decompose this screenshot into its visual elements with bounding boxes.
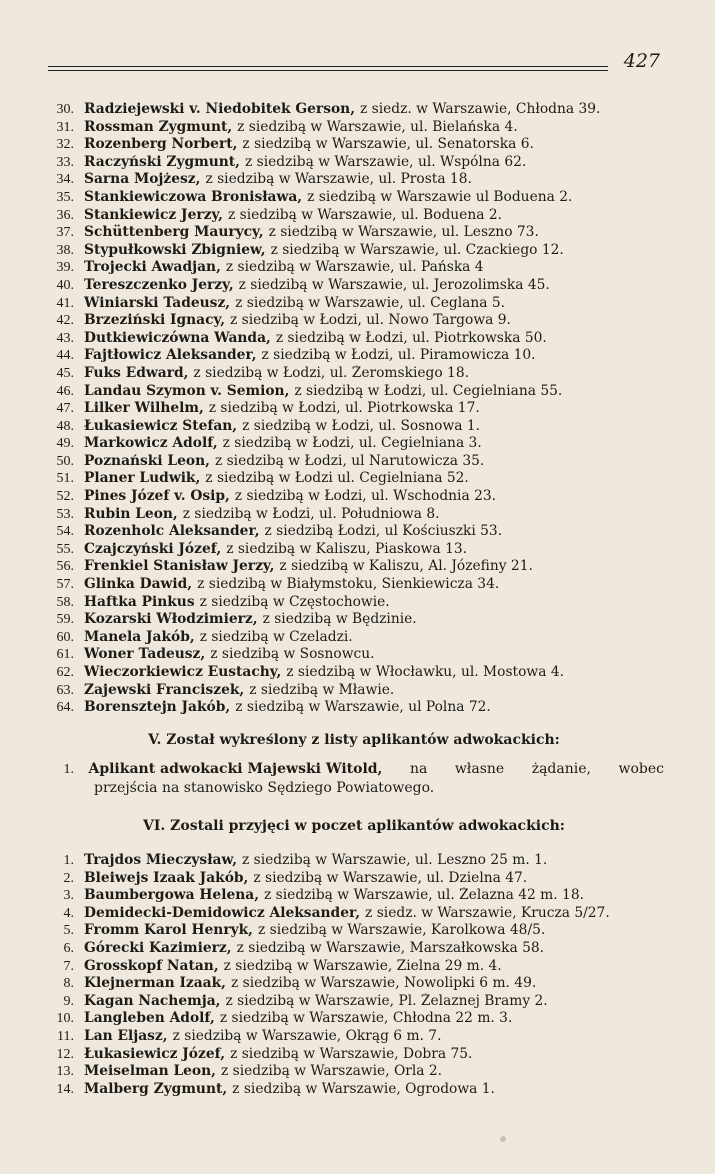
entry-number: 3.	[63, 888, 74, 904]
entry-number: 46.	[56, 383, 74, 399]
entry-number: 41.	[56, 295, 74, 311]
entry-name: Aplikant adwokacki Majewski Witold,	[88, 761, 383, 777]
entry-name: Rozenholc Aleksander,	[84, 523, 260, 540]
list-item	[44, 400, 664, 418]
entry-address: z siedzibą w Warszawie ul Boduena 2.	[307, 188, 573, 205]
entry-address: z siedzibą w Warszawie, ul. Ceglana 5.	[235, 294, 506, 311]
entry-name: Zajewski Franciszek,	[84, 681, 245, 698]
entry-name: Woner Tadeusz,	[84, 646, 206, 663]
entry-number: 9.	[63, 993, 74, 1009]
entry-number: 48.	[56, 418, 74, 434]
entry-name: Fajtłowicz Aleksander,	[84, 347, 257, 364]
entry-number: 53.	[56, 506, 74, 522]
list-item	[44, 171, 664, 189]
entry-name: Pines Józef v. Osip,	[84, 488, 230, 505]
entry-number: 32.	[56, 137, 74, 153]
entry-address: z siedzibą w Łodzi, ul. Piramowicza 10.	[261, 347, 536, 364]
entry-number: 63.	[56, 682, 74, 698]
list-item	[44, 852, 664, 870]
entry-address: z siedzibą w Białymstoku, Sienkiewicza 34.	[197, 576, 500, 593]
entry-name: Malberg Zygmunt,	[84, 1080, 228, 1097]
entry-name: Glinka Dawid,	[84, 576, 193, 593]
lawyer-list	[44, 101, 664, 717]
entry-number: 56.	[56, 559, 74, 575]
entry-name: Grosskopf Natan,	[84, 957, 219, 974]
paper-speck	[500, 1136, 506, 1142]
entry-number: 4.	[63, 905, 74, 921]
entry-address: z siedzibą Łodzi, ul Kościuszki 53.	[264, 523, 503, 540]
list-item	[44, 435, 664, 453]
list-item	[44, 242, 664, 260]
entry-number: 59.	[56, 612, 74, 628]
list-item	[44, 682, 664, 700]
list-item	[44, 347, 664, 365]
entry-number: 52.	[56, 489, 74, 505]
entry-name: Stypułkowski Zbigniew,	[84, 241, 266, 258]
list-item	[44, 259, 664, 277]
list-item	[44, 541, 664, 559]
list-item	[44, 1028, 664, 1046]
entry-name: Brzeziński Ignacy,	[84, 312, 225, 329]
list-item	[44, 558, 664, 576]
entry-name: Kagan Nachemja,	[84, 992, 221, 1009]
entry-number: 2.	[63, 870, 74, 886]
entry-number: 38.	[56, 242, 74, 258]
entry-name: Radziejewski v. Niedobitek Gerson,	[84, 101, 355, 117]
entry-name: Langleben Adolf,	[84, 1010, 215, 1027]
entry-address: z siedzibą w Warszawie, Pl. Żelaznej Bramy 2.	[225, 992, 548, 1009]
entry-address: z siedzibą w Łodzi, ul. Cegielniana 55.	[294, 382, 563, 399]
entry-address: z siedzibą w Łodzi ul. Cegielniana 52.	[205, 470, 469, 487]
entry-address: z siedzibą w Włocławku, ul. Mostowa 4.	[286, 664, 564, 680]
list-item	[44, 224, 664, 242]
entry-number: 1.	[63, 853, 74, 868]
entry-number: 51.	[56, 471, 74, 487]
entry-name: Markowicz Adolf,	[84, 435, 218, 452]
entry-number: 58.	[56, 594, 74, 610]
entry-number: 30.	[56, 102, 74, 117]
list-item	[44, 101, 664, 119]
list-item	[44, 940, 664, 958]
word: wobec	[618, 761, 664, 777]
entry-number: 35.	[56, 189, 74, 205]
entry-address: z siedzibą w Warszawie, ul. Dzielna 47.	[253, 869, 528, 886]
entry-address: z siedzibą w Łodzi, ul. Piotrkowska 17.	[208, 400, 480, 417]
entry-name: Klejnerman Izaak,	[84, 975, 226, 992]
list-item	[44, 418, 664, 436]
entry-address: z siedzibą w Łodzi, ul. Cegielniana 3.	[222, 435, 482, 452]
entry-name: Meiselman Leon,	[84, 1063, 216, 1080]
list-item	[44, 993, 664, 1011]
list-item	[44, 453, 664, 471]
list-item	[44, 312, 664, 330]
entry-address: z siedzibą w Kaliszu, Piaskowa 13.	[226, 540, 468, 557]
entry-address: z siedzibą w Warszawie, Dobra 75.	[230, 1045, 473, 1062]
entry-number: 44.	[56, 348, 74, 364]
entry-address: z siedzibą w Łodzi, ul Narutowicza 35.	[214, 452, 485, 469]
word: żądanie,	[531, 761, 591, 777]
section-v-entry	[44, 760, 664, 798]
entry-number: 55.	[56, 541, 74, 557]
entry-address: z siedzibą w Warszawie, ul. Leszno 25 m. 1.	[242, 852, 548, 868]
entry-name: Stankiewiczowa Bronisława,	[84, 188, 303, 205]
entry-address: z siedz. w Warszawie, Krucza 5/27.	[365, 904, 610, 921]
list-item	[44, 1063, 664, 1081]
entry-address: z siedzibą w Warszawie, Marszałkowska 58.	[236, 939, 545, 956]
entry-name: Tereszczenko Jerzy,	[84, 276, 234, 293]
list-item	[44, 905, 664, 923]
list-item	[44, 470, 664, 488]
entry-address: z siedzibą w Łodzi, ul. Nowo Targowa 9.	[230, 312, 511, 329]
entry-name: Czajczyński Józef,	[84, 540, 222, 557]
entry-name: Lilker Wilhelm,	[84, 400, 204, 417]
entry-address: z siedzibą w Warszawie, Chłodna 22 m. 3.	[219, 1010, 513, 1027]
entry-name: Planer Ludwik,	[84, 470, 201, 487]
entry-address: z siedzibą w Warszawie, ul. Pańska 4	[225, 259, 484, 276]
entry-address: z siedzibą w Warszawie, ul. Czackiego 12.	[270, 241, 564, 258]
entry-number: 39.	[56, 260, 74, 276]
section-v-line-2: przejścia na stanowisko Sędziego Powiatowego.	[94, 780, 435, 796]
entry-number: 13.	[56, 1064, 74, 1080]
entry-name: Haftka Pinkus	[84, 593, 195, 610]
entry-number: 50.	[56, 453, 74, 469]
list-item	[44, 365, 664, 383]
list-item	[44, 594, 664, 612]
entry-number: 5.	[63, 923, 74, 939]
entry-number: 54.	[56, 524, 74, 540]
entry-name: Łukasiewicz Józef,	[84, 1045, 226, 1062]
entry-number: 57.	[56, 577, 74, 593]
entry-name: Landau Szymon v. Semion,	[84, 382, 290, 399]
list-item	[44, 1081, 664, 1099]
entry-address: z siedzibą w Warszawie, Zielna 29 m. 4.	[223, 957, 502, 974]
entry-address: z siedzibą w Warszawie, ul. Wspólna 62.	[244, 153, 527, 170]
entry-name: Trojecki Awadjan,	[84, 259, 221, 276]
entry-address: z siedzibą w Warszawie, ul Polna 72.	[235, 699, 491, 716]
entry-number: 11.	[57, 1028, 74, 1044]
entry-name: Bleiwejs Izaak Jakób,	[84, 869, 249, 886]
header-rule	[48, 66, 608, 67]
entry-address: z siedzibą w Warszawie, ul. Leszno 73.	[268, 224, 539, 241]
entry-name: Rossman Zygmunt,	[84, 118, 233, 135]
entry-address: z siedzibą w Kaliszu, Al. Józefiny 21.	[279, 558, 533, 575]
entry-address: z siedzibą w Warszawie, Okrąg 6 m. 7.	[172, 1027, 442, 1044]
entry-number: 33.	[56, 154, 74, 170]
word: własne	[454, 761, 505, 777]
list-item	[44, 295, 664, 313]
entry-address: z siedz. w Warszawie, Chłodna 39.	[360, 101, 601, 117]
entry-address: z siedzibą w Czeladzi.	[199, 628, 353, 645]
entry-number: 6.	[63, 940, 74, 956]
list-item	[44, 207, 664, 225]
entry-name: Rozenberg Norbert,	[84, 136, 238, 153]
entry-number: 42.	[56, 313, 74, 329]
entry-address: z siedzibą w Warszawie, ul. Żelazna 42 m. 18.	[264, 887, 584, 904]
entry-number: 1.	[63, 762, 74, 777]
page-header	[48, 50, 658, 80]
entry-number: 60.	[56, 629, 74, 645]
entry-address: z siedzibą w Łodzi, ul. Wschodnia 23.	[234, 488, 497, 505]
entry-number: 31.	[56, 119, 74, 135]
entry-address: z siedzibą w Łodzi, ul. Piotrkowska 50.	[275, 329, 547, 346]
entry-name: Górecki Kazimierz,	[84, 939, 232, 956]
entry-name: Schüttenberg Maurycy,	[84, 224, 264, 241]
list-item	[44, 664, 664, 682]
entry-address: z siedzibą w Łodzi, ul. Południowa 8.	[182, 505, 440, 522]
section-vi-title: VI. Zostali przyjęci w poczet aplikantów adwokackich:	[143, 818, 565, 834]
entry-name: Trajdos Mieczysław,	[84, 852, 237, 868]
entry-name: Fuks Edward,	[84, 364, 189, 381]
entry-name: Wieczorkiewicz Eustachy,	[84, 664, 282, 680]
entry-number: 61.	[56, 647, 74, 663]
entry-address: z siedzibą w Warszawie, ul. Prosta 18.	[205, 171, 472, 188]
list-item	[44, 629, 664, 647]
page-number: 427	[623, 50, 660, 72]
entry-address: z siedzibą w Częstochowie.	[199, 593, 390, 610]
list-item	[44, 975, 664, 993]
list-item	[44, 1046, 664, 1064]
entry-name: Borensztejn Jakób,	[84, 699, 231, 716]
list-item	[44, 119, 664, 137]
list-item	[44, 523, 664, 541]
list-item	[44, 488, 664, 506]
entry-address: z siedzibą w Łodzi, ul. Żeromskiego 18.	[193, 364, 469, 381]
entry-address: z siedzibą w Warszawie, Karolkowa 48/5.	[257, 922, 546, 939]
entry-number: 49.	[56, 436, 74, 452]
entry-address: z siedzibą w Będzinie.	[262, 611, 417, 628]
entry-name: Demidecki-Demidowicz Aleksander,	[84, 904, 361, 921]
list-item	[44, 958, 664, 976]
section-v-title: V. Został wykreślony z listy aplikantów adwokackich:	[148, 732, 560, 748]
entry-name: Kozarski Włodzimierz,	[84, 611, 258, 628]
entry-number: 14.	[56, 1081, 74, 1097]
list-item	[44, 154, 664, 172]
entry-number: 40.	[56, 277, 74, 293]
entry-number: 8.	[63, 976, 74, 992]
list-item	[44, 922, 664, 940]
entry-address: z siedzibą w Warszawie, ul. Boduena 2.	[227, 206, 503, 223]
entry-address: z siedzibą w Warszawie, ul. Senatorska 6.	[242, 136, 534, 153]
entry-name: Lan Eljasz,	[84, 1027, 168, 1044]
entry-name: Sarna Mojżesz,	[84, 171, 201, 188]
list-item	[44, 699, 664, 717]
entry-number: 45.	[56, 365, 74, 381]
list-item	[44, 136, 664, 154]
entry-name: Fromm Karol Henryk,	[84, 922, 253, 939]
list-item	[44, 189, 664, 207]
entry-name: Winiarski Tadeusz,	[84, 294, 231, 311]
entry-name: Łukasiewicz Stefan,	[84, 417, 238, 434]
list-item	[44, 870, 664, 888]
entry-number: 12.	[56, 1046, 74, 1062]
entry-name: Poznański Leon,	[84, 452, 210, 469]
entry-address: z siedzibą w Sosnowcu.	[210, 646, 375, 663]
entry-number: 62.	[56, 665, 74, 680]
entry-number: 47.	[56, 401, 74, 417]
entry-number: 64.	[56, 700, 74, 716]
entry-address: z siedzibą w Warszawie, ul. Jerozolimska 45.	[238, 276, 550, 293]
entry-number: 37.	[56, 225, 74, 241]
entry-name: Stankiewicz Jerzy,	[84, 206, 223, 223]
entry-name: Rubin Leon,	[84, 505, 178, 522]
list-item	[44, 887, 664, 905]
entry-name: Manela Jakób,	[84, 628, 195, 645]
entry-address: z siedzibą w Mławie.	[249, 681, 395, 698]
entry-name: Frenkiel Stanisław Jerzy,	[84, 558, 275, 575]
entry-number: 10.	[56, 1011, 74, 1027]
entry-number: 34.	[56, 172, 74, 188]
list-item	[44, 611, 664, 629]
list-item	[44, 576, 664, 594]
entry-number: 43.	[56, 330, 74, 346]
entry-address: z siedzibą w Warszawie, Nowolipki 6 m. 49.	[230, 975, 537, 992]
entry-address: z siedzibą w Warszawie, Ogrodowa 1.	[232, 1080, 495, 1097]
list-item	[44, 277, 664, 295]
list-item	[44, 646, 664, 664]
entry-name: Baumbergowa Helena,	[84, 887, 260, 904]
list-item	[44, 506, 664, 524]
entry-number: 7.	[63, 958, 74, 974]
section-v-line-1	[44, 760, 664, 779]
list-item	[44, 383, 664, 401]
list-item	[44, 330, 664, 348]
entry-name: Raczyński Zygmunt,	[84, 153, 240, 170]
applicant-list	[44, 852, 664, 1098]
entry-address: z siedzibą w Łodzi, ul. Sosnowa 1.	[242, 417, 481, 434]
word: na	[409, 761, 428, 777]
entry-number: 36.	[56, 207, 74, 223]
entry-name: Dutkiewiczówna Wanda,	[84, 329, 271, 346]
entry-address: z siedzibą w Warszawie, ul. Bielańska 4.	[237, 118, 518, 135]
header-rule	[48, 70, 608, 71]
entry-address: z siedzibą w Warszawie, Orla 2.	[220, 1063, 443, 1080]
list-item	[44, 1010, 664, 1028]
